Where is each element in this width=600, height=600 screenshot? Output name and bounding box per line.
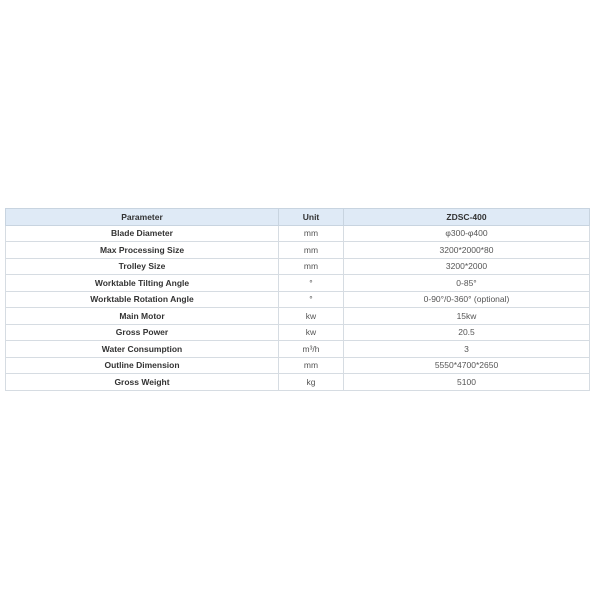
unit-cell: kg bbox=[279, 374, 344, 391]
header-row bbox=[6, 209, 590, 226]
parameter-cell: Gross Weight bbox=[6, 374, 279, 391]
parameter-cell: Worktable Rotation Angle bbox=[6, 291, 279, 308]
table-row bbox=[6, 357, 590, 374]
unit-cell: ° bbox=[279, 291, 344, 308]
table-row bbox=[6, 341, 590, 358]
parameter-cell: Outline Dimension bbox=[6, 357, 279, 374]
unit-cell: m³/h bbox=[279, 341, 344, 358]
parameter-cell: Water Consumption bbox=[6, 341, 279, 358]
header-model: ZDSC-400 bbox=[344, 209, 590, 226]
value-cell: φ300-φ400 bbox=[344, 225, 590, 242]
table-row bbox=[6, 275, 590, 292]
value-cell: 20.5 bbox=[344, 324, 590, 341]
table-row bbox=[6, 374, 590, 391]
header-parameter: Parameter bbox=[6, 209, 279, 226]
unit-cell: kw bbox=[279, 308, 344, 325]
table-row bbox=[6, 225, 590, 242]
unit-cell: mm bbox=[279, 357, 344, 374]
parameter-cell: Worktable Tilting Angle bbox=[6, 275, 279, 292]
unit-cell: mm bbox=[279, 258, 344, 275]
value-cell: 5100 bbox=[344, 374, 590, 391]
value-cell: 15kw bbox=[344, 308, 590, 325]
value-cell: 3200*2000 bbox=[344, 258, 590, 275]
value-cell: 0-85° bbox=[344, 275, 590, 292]
value-cell: 5550*4700*2650 bbox=[344, 357, 590, 374]
table-row bbox=[6, 258, 590, 275]
table-row bbox=[6, 291, 590, 308]
parameter-cell: Max Processing Size bbox=[6, 242, 279, 259]
table-row bbox=[6, 242, 590, 259]
unit-cell: kw bbox=[279, 324, 344, 341]
parameter-cell: Blade Diameter bbox=[6, 225, 279, 242]
specification-table bbox=[5, 208, 590, 391]
value-cell: 3 bbox=[344, 341, 590, 358]
unit-cell: mm bbox=[279, 242, 344, 259]
value-cell: 0-90°/0-360° (optional) bbox=[344, 291, 590, 308]
table-row bbox=[6, 308, 590, 325]
value-cell: 3200*2000*80 bbox=[344, 242, 590, 259]
table-body bbox=[6, 225, 590, 390]
parameter-cell: Main Motor bbox=[6, 308, 279, 325]
parameter-cell: Trolley Size bbox=[6, 258, 279, 275]
header-unit: Unit bbox=[279, 209, 344, 226]
parameter-cell: Gross Power bbox=[6, 324, 279, 341]
unit-cell: mm bbox=[279, 225, 344, 242]
unit-cell: ° bbox=[279, 275, 344, 292]
table-row bbox=[6, 324, 590, 341]
table-header bbox=[6, 209, 590, 226]
